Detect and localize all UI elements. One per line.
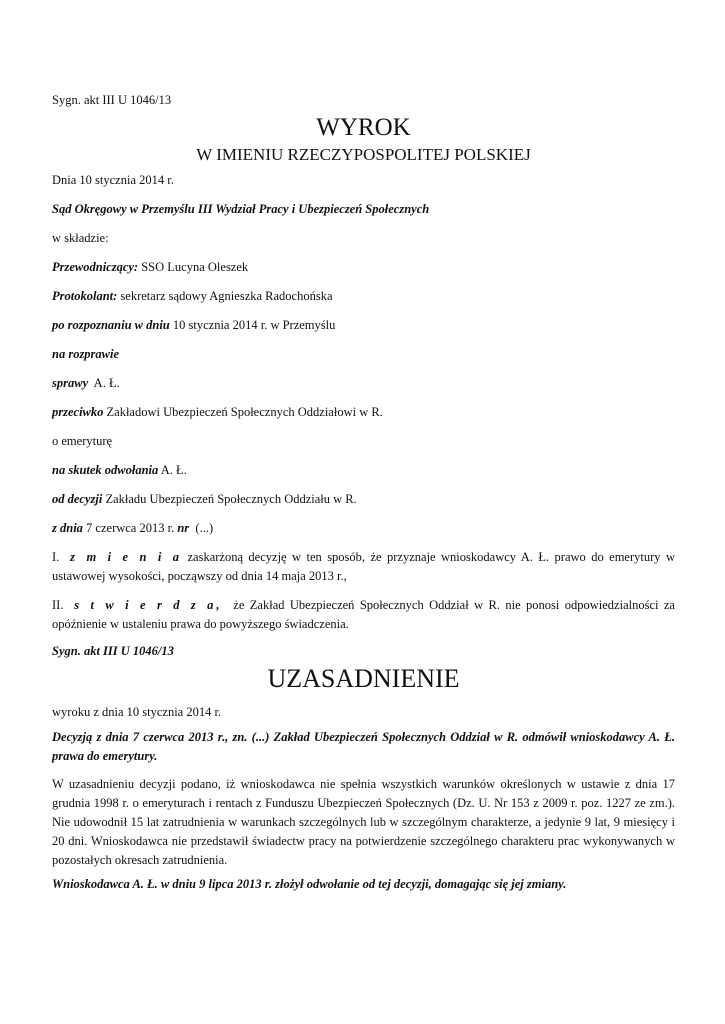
hearing-line [52,317,335,334]
ruling-2-text: że Zakład Ubezpieczeń Społecznych Oddział w R. nie ponosi odpowiedzialności za opóźnienie w ustaleniu prawa do powyższego świadczenia. [52,598,679,631]
chair-line [52,259,248,276]
clerk-line [52,288,333,305]
case-signature-2: Sygn. akt III U 1046/13 [52,644,174,658]
ruling-point-2 [52,596,679,634]
chair-value: SSO Lucyna Oleszek [138,260,249,274]
chair-label: Przewodniczący: [52,260,139,274]
case-line [52,375,120,392]
decision-nr-value: (...) [189,521,214,535]
hearing-value: 10 stycznia 2014 r. w Przemyślu [169,318,336,332]
court-name: Sąd Okręgowy w Przemyślu III Wydział Pracy i Ubezpieczeń Społecznych [52,202,430,216]
justification-paragraph-3: Wnioskodawca A. Ł. w dniu 9 lipca 2013 r. złożył odwołanie od tej decyzji, domagając się jej zmiany. [52,877,567,891]
decision-date-line [52,520,213,537]
on-trial-label: na rozprawie [52,347,120,361]
ruling-1-text: zaskarżoną decyzję w ten sposób, że przyznaje wnioskodawcy A. Ł. prawo do emerytury w ustawowej wysokości, począwszy od dnia 14 maja 2013 r., [52,550,675,583]
case-value: A. Ł. [88,376,120,390]
appeal-label: na skutek odwołania [52,463,159,477]
ruling-point-1 [52,548,675,586]
against-label: przeciwko [52,405,104,419]
justification-subtitle: wyroku z dnia 10 stycznia 2014 r. [52,705,222,719]
case-signature: Sygn. akt III U 1046/13 [52,93,172,107]
composition-label: w składzie: [52,231,109,245]
decision-date-value: 7 czerwca 2013 r. [82,521,178,535]
hearing-label: po rozpoznaniu w dniu [52,318,170,332]
judgment-date: Dnia 10 stycznia 2014 r. [52,173,174,187]
justification-paragraph-1: Decyzją z dnia 7 czerwca 2013 r., zn. (...) Zakład Ubezpieczeń Społecznych Oddział w R. odmówił wnioskodawcy A. Ł. prawa do emerytury. [52,730,675,763]
ruling-2-keyword: s t w i e r d z a, [74,598,223,612]
case-label: sprawy [52,376,89,390]
ruling-2-prefix: II. [52,598,75,612]
decision-from-value: Zakładu Ubezpieczeń Społecznych Oddziału w R. [102,492,357,506]
against-value: Zakładowi Ubezpieczeń Społecznych Oddziałowi w R. [103,405,383,419]
justification-title: UZASADNIENIE [267,664,460,693]
decision-from-label: od decyzji [52,492,103,506]
clerk-label: Protokolant: [52,289,118,303]
judgment-title: WYROK [316,114,411,141]
justification-paragraph-2: W uzasadnieniu decyzji podano, iż wnioskodawca nie spełnia wszystkich warunków określonych w ustawie z dnia 17 grudnia 1998 r. o emeryturach i rentach z Funduszu Ubezpieczeń Społecznych (Dz. U. Nr 153 z 2009 r. poz. 1227 ze zm.). Nie udowodnił 15 lat zatrudnienia w warunkach szczególnych lub w szczególnym charakterze, a jedynie 9 lat, 9 miesięcy i 20 dni. Wnioskodawca nie przedstawił świadectw pracy na potwierdzenie szczególnego charakteru prac wykonywanych w pozostałych okresach zatrudnienia. [52,777,675,867]
appeal-line [52,462,187,479]
judgment-subtitle: W IMIENIU RZECZYPOSPOLITEJ POLSKIEJ [196,145,531,164]
ruling-1-prefix: I. [52,550,71,564]
against-line [52,404,383,421]
decision-date-label: z dnia [52,521,83,535]
appeal-value: A. Ł. [158,463,187,477]
clerk-value: sekretarz sądowy Agnieszka Radochońska [117,289,333,303]
decision-from-line [52,491,357,508]
decision-nr-label: nr [177,521,190,535]
ruling-1-keyword: z m i e n i a [70,550,183,564]
subject-line: o emeryturę [52,434,113,448]
